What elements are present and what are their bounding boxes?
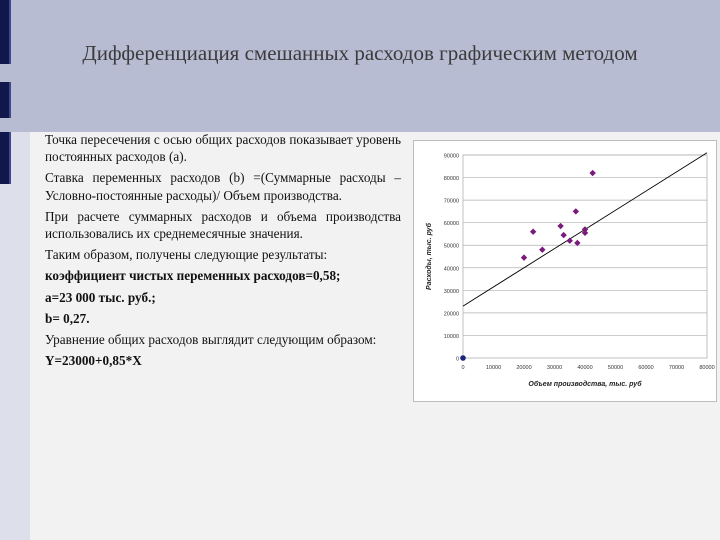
body-text	[45, 131, 401, 373]
x-tick-label: 50000	[607, 365, 624, 371]
y-tick-label: 30000	[443, 288, 459, 295]
x-tick-label: 70000	[668, 365, 685, 371]
y-tick-label: 0	[455, 356, 459, 363]
paragraph: Таким образом, получены следующие результаты:	[45, 247, 328, 263]
paragraph: При расчете суммарных расходов и объема производства использовались их среднемесячные значения.	[45, 208, 401, 242]
decor-bar	[0, 0, 11, 64]
sidebar-strip	[0, 132, 30, 540]
plot-area	[463, 155, 707, 358]
scatter-chart	[413, 140, 717, 402]
paragraph: Ставка переменных расходов (b) =(Суммарные расходы – Условно-постоянные расходы)/ Объем производства.	[45, 170, 401, 203]
decor-bar	[0, 82, 11, 118]
paragraph: Точка пересечения с осью общих расходов показывает уровень постоянных расходов (а).	[45, 132, 401, 165]
y-tick-label: 90000	[443, 153, 459, 160]
y-tick-label: 20000	[443, 311, 459, 318]
x-tick-label: 10000	[485, 365, 502, 371]
x-tick-label: 0	[461, 365, 465, 371]
origin-point	[460, 355, 466, 361]
chart-svg	[413, 140, 717, 402]
paragraph: а=23 000 тыс. руб.;	[45, 289, 156, 305]
y-tick-label: 70000	[443, 198, 459, 205]
paragraph: Уравнение общих расходов выглядит следующим образом:	[45, 332, 377, 348]
y-tick-label: 60000	[443, 221, 459, 228]
y-tick-label: 80000	[443, 176, 459, 183]
decor-bar	[0, 132, 11, 184]
x-tick-label: 20000	[516, 365, 532, 371]
y-tick-label: 10000	[443, 333, 459, 340]
y-tick-label: 40000	[443, 266, 459, 273]
x-tick-label: 30000	[546, 365, 563, 371]
y-axis-label: Расходы, тыс. руб	[426, 223, 433, 290]
y-tick-label: 50000	[443, 243, 459, 250]
x-tick-label: 80000	[699, 365, 715, 371]
paragraph: коэффициент чистых переменных расходов=0,58;	[45, 268, 341, 284]
x-tick-label: 40000	[577, 365, 593, 371]
paragraph: b= 0,27.	[45, 310, 90, 326]
paragraph: Y=23000+0,85*X	[45, 353, 142, 369]
x-axis-label: Объем производства, тыс. руб	[528, 381, 642, 388]
x-tick-label: 60000	[638, 365, 654, 371]
page-title: Дифференциация смешанных расходов графическим методом	[82, 41, 638, 65]
